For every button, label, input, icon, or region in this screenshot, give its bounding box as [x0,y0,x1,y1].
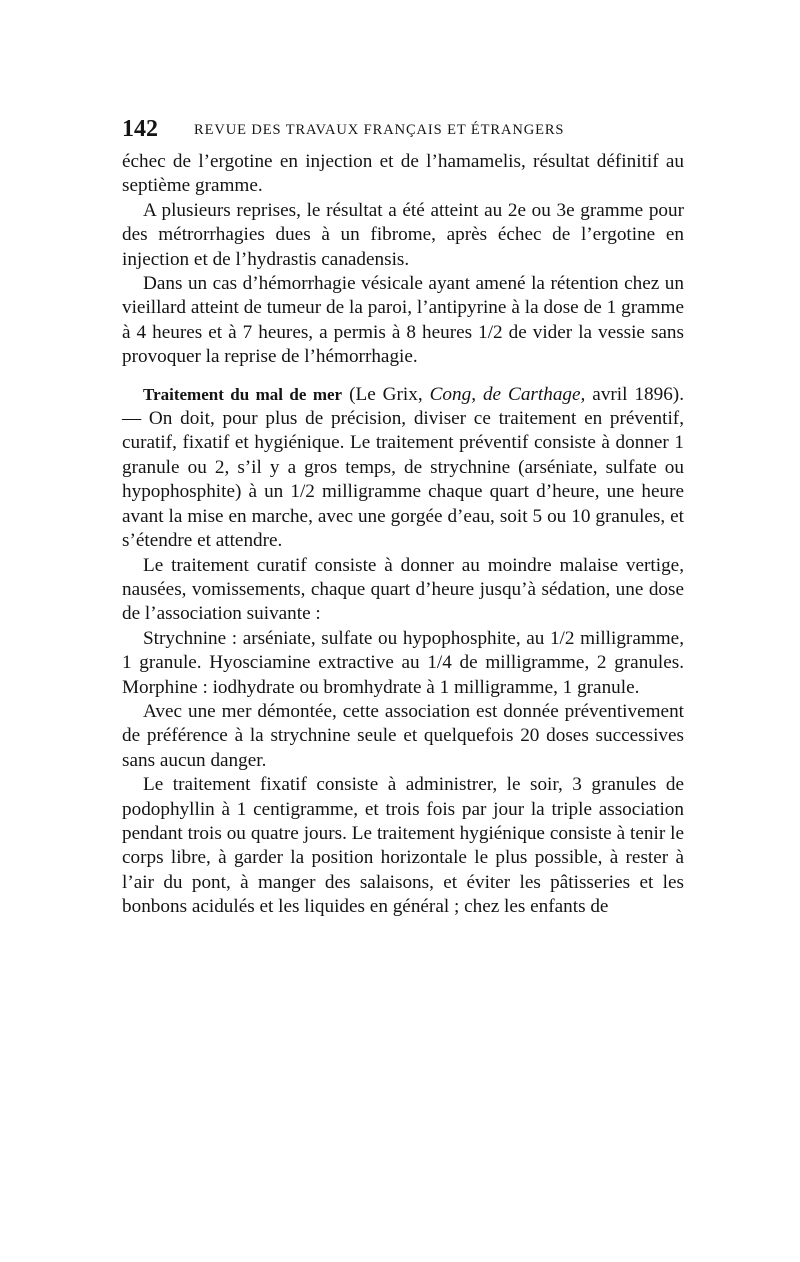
paragraph: échec de l’ergotine en injection et de l’hamamelis, résultat définitif au septième gramme. [122,151,684,197]
page-header [122,116,678,146]
reference-journal: Cong, de Carthage, [429,383,586,405]
section-mal-de-mer [122,383,684,554]
paragraph: A plusieurs reprises, le résultat a été atteint au 2e ou 3e gramme pour des métrorrhagies dues à un fibrome, après échec de l’ergotine en injection et de l’hydrastis canadensis. [122,199,684,270]
reference-author: (Le Grix, [349,383,423,405]
page-number: 142 [122,116,158,142]
reference-date: avril 1896). [592,383,684,405]
body-text [122,150,684,920]
paragraph: Avec une mer démontée, cette association est donnée préventivement de préférence à la strychnine seule et quelquefois 20 doses successives sans aucun danger. [122,700,684,771]
section-lead-text: — On doit, pour plus de précision, diviser ce traitement en préventif, curatif, fixatif et hygiénique. Le traitement préventif consiste à donner 1 granule ou 2, s’il y a gros temps, de strychnine (arséniate, sulfate ou hypophosphite) à un 1/2 milligramme chaque quart d’heure, une heure avant la mise en marche, avec une gorgée d’eau, soit 5 ou 10 granules, et s’étendre et attendre. [122,408,684,552]
paragraph: Le traitement curatif consiste à donner au moindre malaise vertige, nausées, vomissements, chaque quart d’heure jusqu’à sédation, une dose de l’association suivante : [122,554,684,625]
section-title: Traitement du mal de mer [143,384,343,404]
running-title: REVUE DES TRAVAUX FRANÇAIS ET ÉTRANGERS [194,122,565,138]
paragraph: Dans un cas d’hémorrhagie vésicale ayant amené la rétention chez un vieillard atteint de tumeur de la paroi, l’antipyrine à la dose de 1 gramme à 4 heures et à 7 heures, a permis à 8 heures 1/2 de vider la vessie sans provoquer la reprise de l’hémorrhagie. [122,273,684,368]
paragraph: Strychnine : arséniate, sulfate ou hypophosphite, au 1/2 milligramme, 1 granule. Hyosciamine extractive au 1/4 de milligramme, 2 granules. Morphine : iodhydrate ou bromhydrate à 1 milligramme, 1 granule. [122,627,684,698]
paragraph: Le traitement fixatif consiste à administrer, le soir, 3 granules de podophyllin à 1 centigramme, et trois fois par jour la triple association pendant trois ou quatre jours. Le traitement hygiénique consiste à tenir le corps libre, à garder la position horizontale le plus possible, à rester à l’air du pont, à manger des salaisons, et éviter les pâtisseries et les bonbons acidulés et les liquides en général ; chez les enfants de [122,774,684,918]
